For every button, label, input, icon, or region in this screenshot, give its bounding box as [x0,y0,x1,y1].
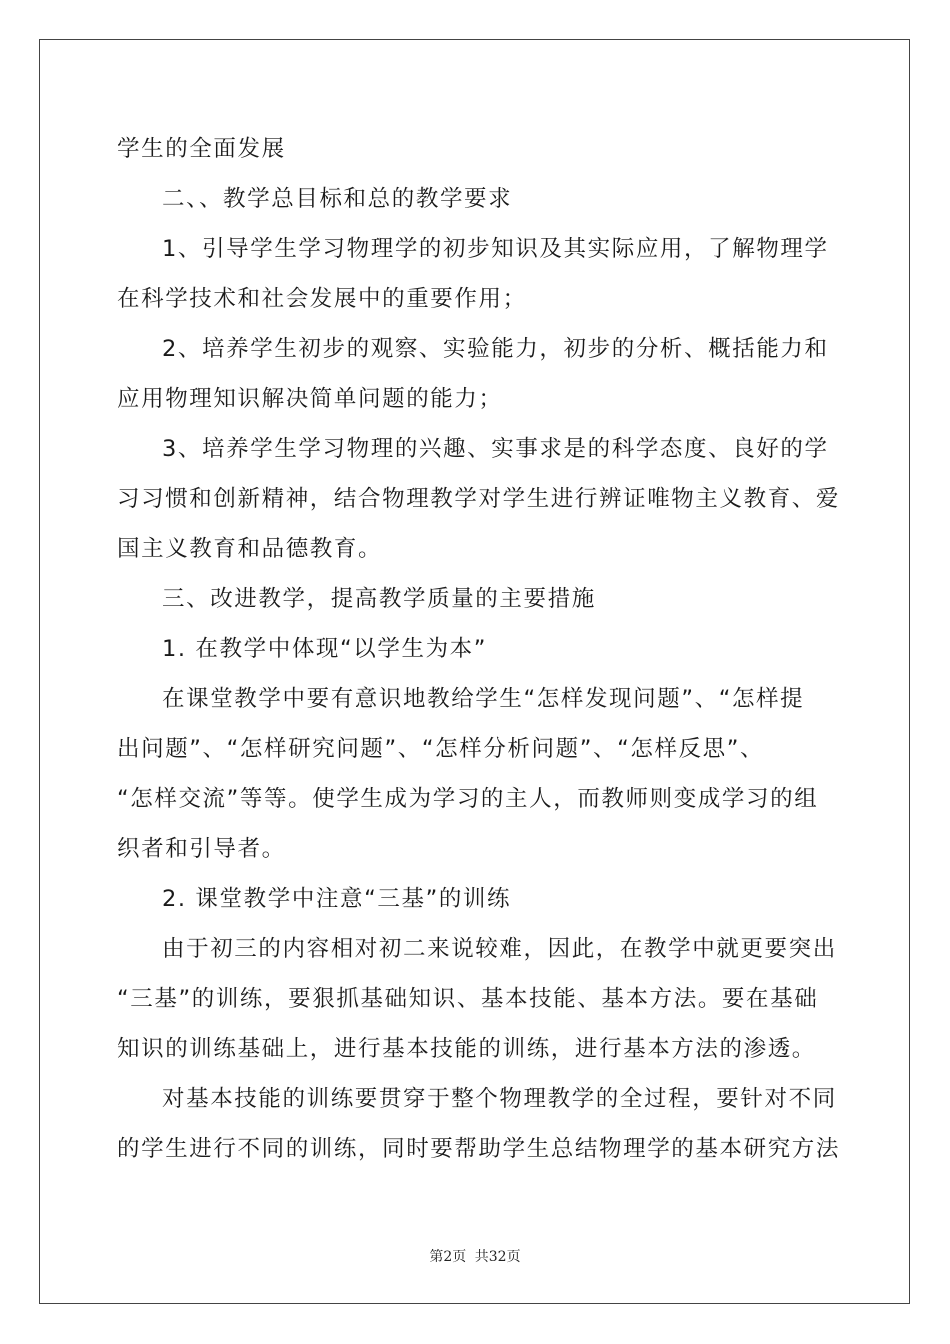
text-line: 2、培养学生初步的观察、实验能力，初步的分析、概括能力和 [162,336,829,362]
page-border [39,39,910,1304]
page-total: 共32页 [474,1249,521,1265]
text-line: 的学生进行不同的训练，同时要帮助学生总结物理学的基本研究方法 [117,1136,841,1162]
section-heading: 二、、教学总目标和总的教学要求 [162,186,513,212]
text-line: 1、引导学生学习物理学的初步知识及其实际应用，了解物理学 [162,236,829,262]
page-number: 第2页 [429,1249,467,1265]
text-line: 对基本技能的训练要贯穿于整个物理教学的全过程，要针对不同 [162,1086,837,1112]
text-line: 学生的全面发展 [117,136,286,162]
text-line: 织者和引导者。 [117,836,286,862]
section-heading: 三、改进教学，提高教学质量的主要措施 [162,586,596,612]
text-line: “怎样交流”等等。使学生成为学习的主人，而教师则变成学习的组 [117,786,819,812]
text-line: 出问题”、“怎样研究问题”、“怎样分析问题”、“怎样反思”、 [117,736,765,762]
subsection-heading: 2. 课堂教学中注意“三基”的训练 [162,886,512,912]
text-line: 国主义教育和品德教育。 [117,536,383,562]
text-line: 在科学技术和社会发展中的重要作用； [117,286,527,312]
subsection-heading: 1. 在教学中体现“以学生为本” [162,636,488,662]
text-line: 应用物理知识解决简单问题的能力； [117,386,503,412]
text-line: 由于初三的内容相对初二来说较难，因此，在教学中就更要突出 [162,936,837,962]
page-footer [0,1246,950,1266]
text-line: 知识的训练基础上，进行基本技能的训练，进行基本方法的渗透。 [117,1036,816,1062]
text-line: 在课堂教学中要有意识地教给学生“怎样发现问题”、“怎样提 [162,686,805,712]
text-line: 习习惯和创新精神，结合物理教学对学生进行辨证唯物主义教育、爱 [117,486,841,512]
text-line: 3、培养学生学习物理的兴趣、实事求是的科学态度、良好的学 [162,436,829,462]
text-line: “三基”的训练，要狠抓基础知识、基本技能、基本方法。要在基础 [117,986,819,1012]
